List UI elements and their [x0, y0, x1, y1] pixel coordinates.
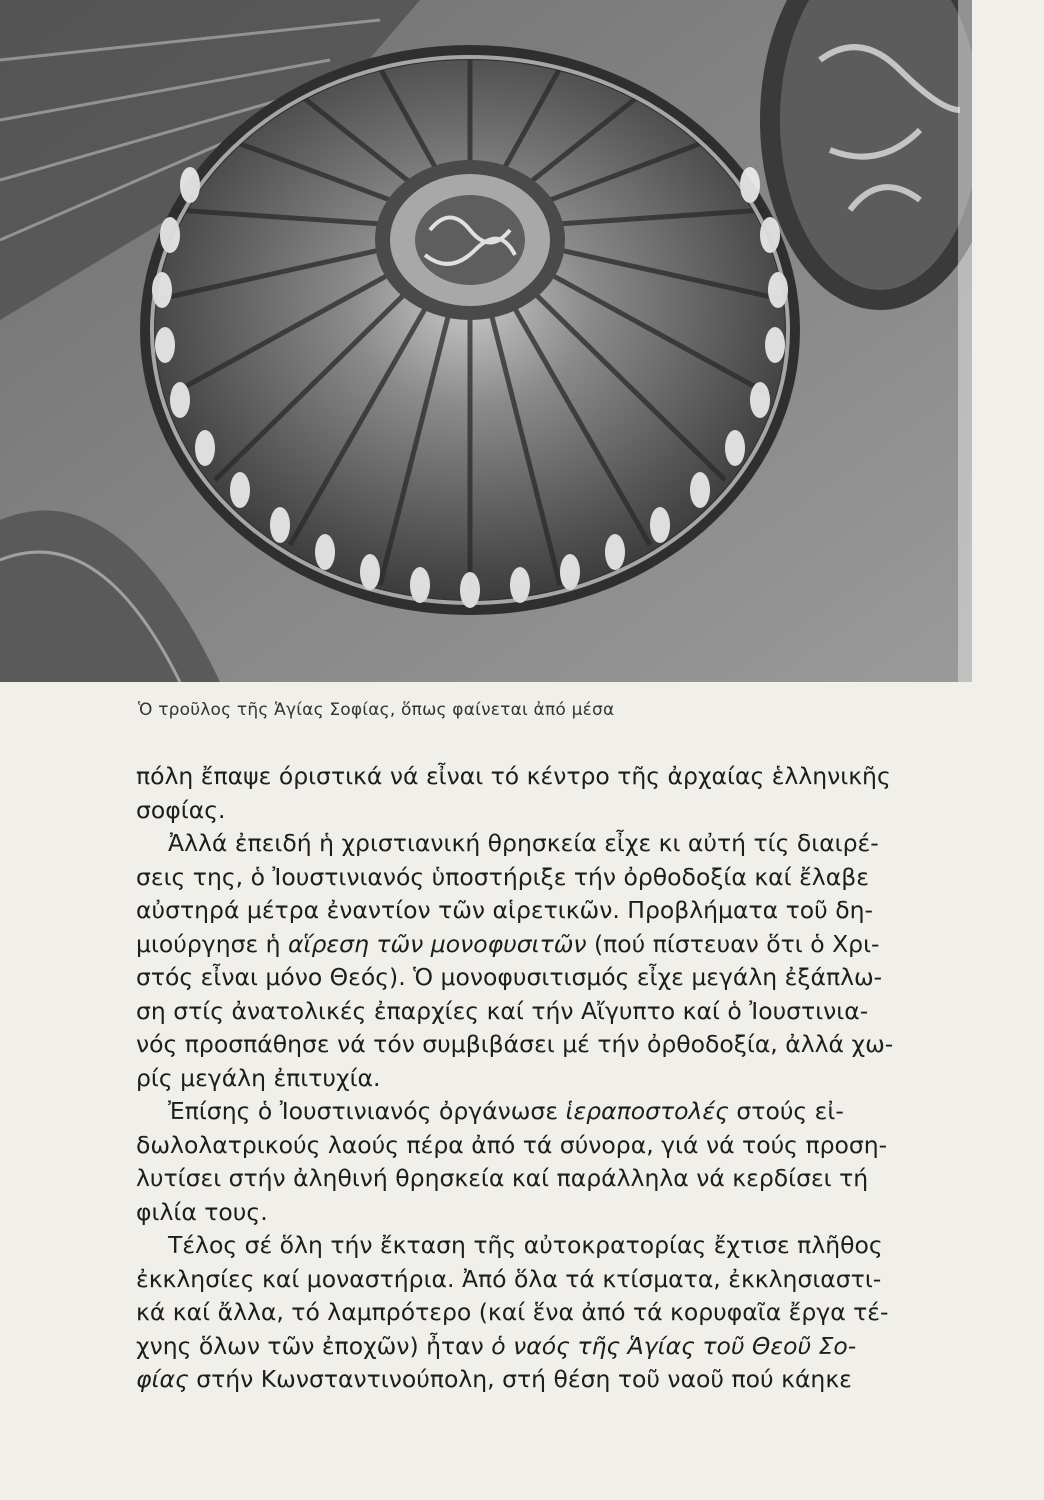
text-segment: μιούργησε ἡ — [136, 929, 289, 958]
body-text — [136, 760, 986, 1397]
text-line: νός προσπάθησε νά τόν συμβιβάσει μέ τήν ὀρθοδοξία, ἀλλά χω- — [136, 1030, 894, 1058]
text-line: φιλία τους. — [136, 1197, 268, 1226]
text-line-with-emphasis — [136, 1095, 986, 1129]
emphasized-term: ὁ ναός τῆς Ἁγίας τοῦ Θεοῦ Σο- — [491, 1331, 857, 1360]
text-line: δωλολατρικούς λαούς πέρα ἀπό τά σύνορα, γιά νά τούς προση- — [136, 1130, 888, 1159]
text-line: σεις της, ὁ Ἰουστινιανός ὑποστήριξε τήν ὀρθοδοξία καί ἔλαβε — [136, 862, 869, 891]
text-segment: Ἐπίσης ὁ Ἰουστινιανός ὀργάνωσε — [168, 1097, 566, 1125]
text-segment: στούς εἰ- — [728, 1097, 844, 1125]
paragraph-1 — [136, 760, 986, 827]
text-segment: στήν Κωνσταντινούπολη, στή θέση τοῦ ναοῦ πού κάηκε — [188, 1365, 852, 1393]
text-line: Τέλος σέ ὅλη τήν ἔκταση τῆς αὐτοκρατορίας ἔχτισε πλῆθος — [168, 1231, 883, 1259]
text-line: πόλη ἔπαψε όριστικά νά εἶναι τό κέντρο τῆς ἀρχαίας ἑλληνικῆς — [136, 762, 891, 790]
text-line-with-emphasis — [136, 1363, 986, 1397]
paragraph-4 — [136, 1229, 986, 1397]
text-line-with-emphasis — [136, 928, 986, 962]
text-line-with-emphasis — [136, 1330, 986, 1364]
emphasized-term: αἵρεση τῶν μονοφυσιτῶν — [288, 929, 587, 958]
text-segment: (πού πίστευαν ὅτι ὁ Χρι- — [586, 929, 880, 958]
text-line: ρίς μεγάλη ἐπιτυχία. — [136, 1063, 381, 1092]
text-line: ἐκκλησίες καί μοναστήρια. Ἀπό ὅλα τά κτίσματα, ἐκκλησιαστι- — [136, 1264, 882, 1293]
paragraph-2 — [136, 827, 986, 1095]
paragraph-3 — [136, 1095, 986, 1229]
text-line: αὐστηρά μέτρα ἐναντίον τῶν αἱρετικῶν. Προβλήματα τοῦ δη- — [136, 896, 873, 924]
text-line: κά καί ἄλλα, τό λαμπρότερο (καί ἕνα ἀπό τά κορυφαῖα ἔργα τέ- — [136, 1298, 889, 1326]
text-line: Ἀλλά ἐπειδή ἡ χριστιανική θρησκεία εἶχε κι αὐτή τίς διαιρέ- — [168, 829, 879, 857]
text-line: σοφίας. — [136, 795, 226, 824]
emphasized-term: ἱεραποστολές — [565, 1097, 729, 1125]
text-line: λυτίσει στήν ἀληθινή θρησκεία καί παράλληλα νά κερδίσει τή — [136, 1164, 869, 1192]
emphasized-term: φίας — [136, 1365, 189, 1393]
text-line: ση στίς ἀνατολικές ἐπαρχίες καί τήν Αἴγυπτο καί ὁ Ἰουστινια- — [136, 996, 869, 1025]
text-line: στός εἶναι μόνο Θεός). Ὁ μονοφυσιτισμός εἶχε μεγάλη ἐξάπλω- — [136, 963, 883, 991]
photo-caption: Ὁ τροῦλος τῆς Ἁγίας Σοφίας, ὅπως φαίνεται ἀπό μέσα — [138, 700, 615, 720]
dome-illustration — [0, 0, 972, 682]
text-segment: χνης ὅλων τῶν ἐποχῶν) ἦταν — [136, 1331, 492, 1360]
dome-photo — [0, 0, 972, 682]
